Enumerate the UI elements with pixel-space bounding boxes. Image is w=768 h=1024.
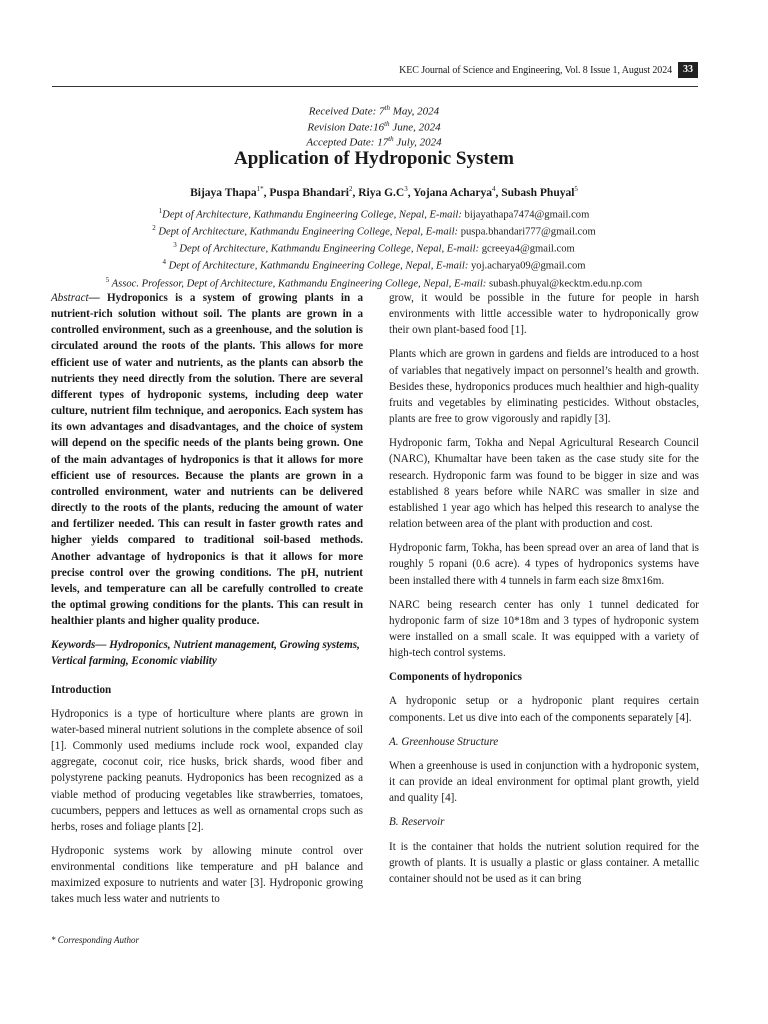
- email-link[interactable]: puspa.bhandari777@gmail.com: [458, 226, 596, 238]
- affiliations: [0, 205, 748, 291]
- section-heading-introduction: Introduction: [51, 683, 112, 696]
- paragraph: Hydroponic systems work by allowing minute control over environmental conditions like temperature and pH balance and maximized exposure to nutrients and water [3]. Hydroponic growing takes much less water and nutrients to: [51, 845, 363, 906]
- journal-citation: KEC Journal of Science and Engineering, Vol. 8 Issue 1, August 2024: [399, 65, 672, 76]
- page-number: 33: [678, 62, 698, 78]
- author: Yojana Acharya$^4$,: [413, 185, 502, 199]
- paragraph: When a greenhouse is used in conjunction with a hydroponic system, it can provide an ideal environment for optimal plant growth, yield and quality [4].: [389, 759, 699, 805]
- subsection-heading-reservoir: B. Reservoir: [389, 816, 445, 829]
- accepted-date: Accepted Date: 17th July, 2024: [306, 135, 442, 149]
- corresponding-author-footnote: * Corresponding Author: [51, 935, 140, 945]
- running-header: [52, 62, 698, 80]
- affiliation: $^1$Dept of Architecture, Kathmandu Engineering College, Nepal, E-mail: bijayathapa7474@gmail.com: [158, 207, 590, 221]
- paragraph: It is the container that holds the nutrient solution required for the growth of plants. It is usually a plastic or glass container. A metallic container should not be used as it can bring: [389, 840, 699, 885]
- abstract: [51, 290, 363, 629]
- author: Subash Phuyal$^5$: [501, 185, 578, 199]
- author-list: [0, 185, 768, 199]
- left-column: [51, 290, 363, 916]
- email-link[interactable]: bijayathapa7474@gmail.com: [461, 209, 590, 221]
- author: Puspa Bhandari$^2$,: [269, 185, 359, 199]
- subsection-heading-greenhouse: A. Greenhouse Structure: [389, 735, 499, 748]
- revision-date: Revision Date:16th June, 2024: [307, 119, 441, 134]
- paragraph: Hydroponic farm, Tokha, has been spread over an area of land that is roughly 5 ropani (0.6 acre). 4 types of hydroponics systems have been installed there with 4 tunnels in farm each size 8mx16m.: [389, 542, 699, 587]
- email-link[interactable]: subash.phuyal@kecktm.edu.np.com: [486, 278, 643, 290]
- email-link[interactable]: yoj.acharya09@gmail.com: [468, 260, 586, 272]
- affiliation: $^5$ Assoc. Professor, Dept of Architecture, Kathmandu Engineering College, Nepal, E-mail: subash.phuyal@kecktm.edu.np.com: [105, 275, 643, 290]
- abstract-label: Abstract: [51, 292, 89, 304]
- paragraph: NARC being research center has only 1 tunnel dedicated for hydroponic farm of size 10*18m and 3 types of hydroponic system were installed on a small scale. It was equipped with a variety of high-tech control systems.: [389, 598, 699, 660]
- paragraph: A hydroponic setup or a hydroponic plant requires certain components. Let us dive into each of the components separately [4].: [389, 695, 699, 724]
- paragraph: Plants which are grown in gardens and fields are introduced to a host of variables that negatively impact on personnel’s health and growth. Besides these, hydroponics produces much healthier and high-quality fruits and vegetables by eliminating pesticides. Without obstacles, plants are free to grow vigorously and rapidly [3].: [389, 348, 699, 426]
- affiliation: $^3$ Dept of Architecture, Kathmandu Engineering College, Nepal, E-mail: gcreeya4@gmail.com: [173, 241, 575, 255]
- paper-title: Application of Hydroponic System: [234, 148, 514, 169]
- abstract-text: — Hydroponics is a system of growing plants in a nutrient-rich solution without soil. The plants are grown in a controlled environment, such as a greenhouse, and the solution is circulated around the roots of the plants. This allows for more efficient use of water and nutrients, as the plants can absorb the nutrients they need directly from the solution. There are several different types of hydroponic systems, including deep water culture, nutrient film technique, and aeroponics. Each system has its own advantages and disadvantages, and the choice of system will depend on the specific needs of the plants being grown. One of the main advantages of hydroponics is that it allows for more efficient use of resources. Because the plants are grown in a controlled environment, water and nutrients can be delivered directly to the roots of the plants, reducing the amount of water and fertilizer needed. This can result in faster growth rates and higher yields compared to traditional soil-based methods. Another advantage of hydroponics is that it allows for more precise control over the growing conditions. The pH, nutrient levels, and temperature can all be carefully controlled to create the optimal growing conditions for the plants. This can result in healthier plants and higher quality produce.: [51, 292, 363, 628]
- section-heading-components: Components of hydroponics: [389, 671, 522, 684]
- paragraph: grow, it would be possible in the future for people in harsh environments with little accessible water to hydroponically grow their own plant-based food [1].: [389, 292, 699, 337]
- author: Riya $G.C^3$,: [358, 185, 414, 199]
- email-link[interactable]: gcreeya4@gmail.com: [479, 243, 575, 255]
- keywords: Keywords— Hydroponics, Nutrient management, Growing systems, Vertical farming, Economic viability: [51, 639, 360, 668]
- affiliation: $^4$ Dept of Architecture, Kathmandu Engineering College, Nepal, E-mail: yoj.acharya09@gmail.com: [162, 258, 586, 272]
- header-rule: [52, 86, 698, 87]
- submission-dates: [0, 102, 748, 149]
- paragraph: Hydroponics is a type of horticulture where plants are grown in water-based mineral nutrient solutions in the complete absence of soil [1]. Commonly used mediums include rock wool, expanded clay aggregate, coconut coir, rice husks, brick shards, wood fiber and polystyrene packing peanuts. Hydroponics has been recognized as a viable method of producing vegetables like strawberries, tomatoes, cucumbers, peppers and lettuces as well as ornamental crops such as herbs, roses and foliage plants [2].: [51, 707, 363, 833]
- author: Bijaya Thapa$^{1*}$,: [190, 185, 270, 199]
- paragraph: Hydroponic farm, Tokha and Nepal Agricultural Research Council (NARC), Khumaltar have been taken as the case study site for the research. Hydroponic farm was found to be bigger in size and was established 8 years before while NARC was smaller in size and established 1 year ago which has helped this research to analyse the relation between area of the plant with production and cost.: [389, 437, 699, 531]
- right-column: [389, 290, 699, 895]
- received-date: Received Date: 7th May, 2024: [308, 104, 440, 118]
- affiliation: $^2$ Dept of Architecture, Kathmandu Engineering College, Nepal, E-mail: puspa.bhandari777@gmail.com: [152, 224, 596, 238]
